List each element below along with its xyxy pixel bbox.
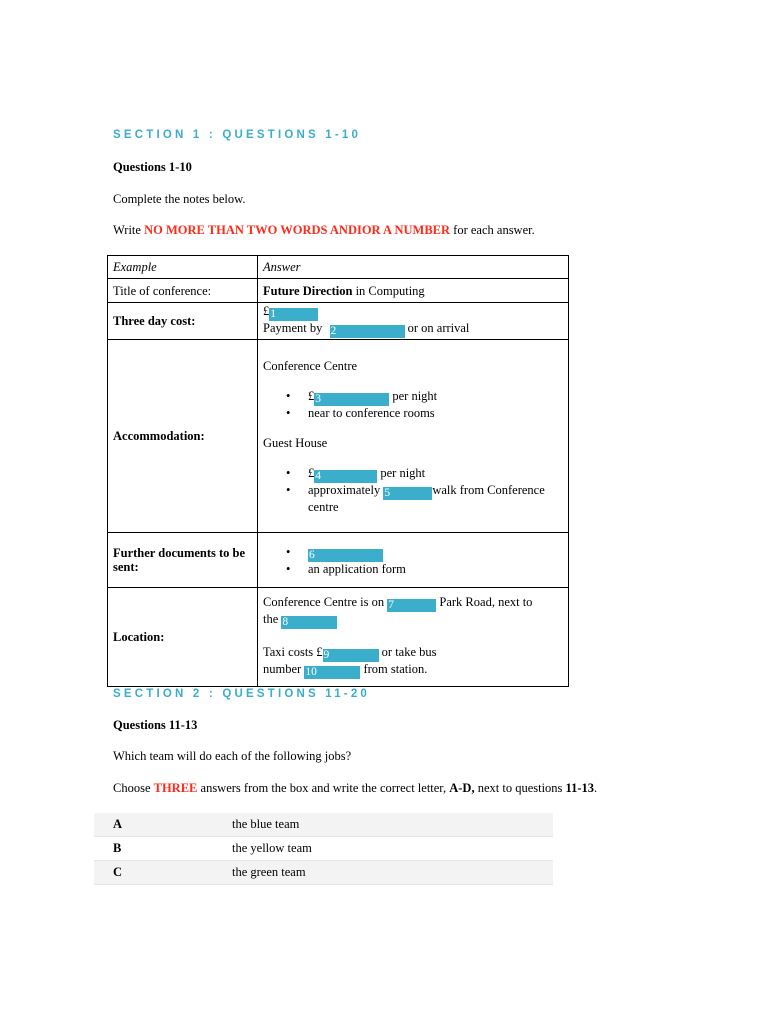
answer-blank-5[interactable]: 5 (383, 487, 432, 500)
choice-text: the yellow team (232, 841, 312, 855)
title-label: Title of conference: (108, 279, 258, 303)
choices-box (94, 813, 553, 885)
accommodation-value (258, 340, 569, 533)
list-item: • £3 per night (263, 389, 563, 406)
choice-text: the green team (232, 865, 306, 879)
choice-letter: C (113, 865, 123, 879)
write-prefix: Write (113, 223, 141, 237)
list-item: • near to conference rooms (263, 406, 563, 420)
questions-1-10-heading: Questions 1-10 (113, 160, 192, 174)
answer-blank-6[interactable]: 6 (308, 549, 383, 562)
guest-house-label: Guest House (263, 435, 328, 450)
list-item: • approximately 5 walk from Conference centre (263, 483, 563, 514)
answer-blank-9[interactable]: 9 (323, 649, 379, 662)
title-rest: in Computing (355, 283, 425, 298)
table-row (108, 340, 569, 533)
list-item: • an application form (263, 562, 563, 576)
answer-blank-2[interactable]: 2 (330, 325, 405, 338)
table-row (108, 303, 569, 340)
choice-row-b (94, 837, 553, 861)
word-limit-emphasis: NO MORE THAN TWO WORDS ANDIOR A NUMBER (144, 223, 451, 237)
choice-text: the blue team (232, 817, 300, 831)
payment-prefix: Payment by (263, 321, 323, 335)
answer-blank-1[interactable]: 1 (269, 308, 318, 321)
documents-label: Further documents to be sent: (108, 533, 258, 588)
question-text: Which team will do each of the following jobs? (113, 749, 352, 763)
location-value: Conference Centre is on 7 Park Road, next to the 8 Taxi costs £9 or take bus number 10 from station. (258, 588, 569, 687)
choose-emphasis: THREE (153, 781, 198, 795)
choice-row-a (94, 813, 553, 837)
list-item (263, 545, 563, 562)
title-bold: Future Direction (263, 283, 353, 298)
instruction-text: Complete the notes below. (113, 192, 246, 206)
answer-blank-4[interactable]: 4 (314, 470, 377, 483)
accommodation-label: Accommodation: (108, 340, 258, 533)
table-row (108, 256, 569, 279)
choose-instruction: Choose THREE answers from the box and write the correct letter, A-D, next to questions 11-13. (113, 781, 598, 795)
answer-blank-10[interactable]: 10 (304, 666, 360, 679)
answer-blank-3[interactable]: 3 (314, 393, 389, 406)
payment-suffix: or on arrival (407, 321, 470, 335)
location-label: Location: (108, 588, 258, 687)
documents-list (263, 545, 563, 576)
conference-centre-label: Conference Centre (263, 358, 358, 373)
conference-centre-list (263, 389, 563, 420)
table-row (108, 588, 569, 687)
write-suffix: for each answer. (453, 223, 535, 237)
list-item: • £4 per night (263, 466, 563, 483)
questions-11-13-heading: Questions 11-13 (113, 718, 198, 732)
notes-table (107, 255, 569, 687)
answer-blank-8[interactable]: 8 (281, 616, 337, 629)
currency-symbol: £ (263, 304, 270, 318)
guest-house-list (263, 466, 563, 514)
title-value (258, 279, 569, 303)
choice-row-c (94, 861, 553, 885)
cost-label: Three day cost: (108, 303, 258, 340)
section-2-title: SECTION 2 : QUESTIONS 11-20 (113, 688, 371, 700)
answer-label: Answer (258, 256, 569, 279)
cost-value (258, 303, 569, 340)
word-limit-instruction (113, 223, 535, 238)
choice-letter: B (113, 841, 122, 855)
table-row (108, 533, 569, 588)
section-1-title: SECTION 1 : QUESTIONS 1-10 (113, 129, 362, 141)
example-label: Example (108, 256, 258, 279)
table-row (108, 279, 569, 303)
documents-value (258, 533, 569, 588)
choice-letter: A (113, 817, 123, 831)
answer-blank-7[interactable]: 7 (387, 599, 436, 612)
